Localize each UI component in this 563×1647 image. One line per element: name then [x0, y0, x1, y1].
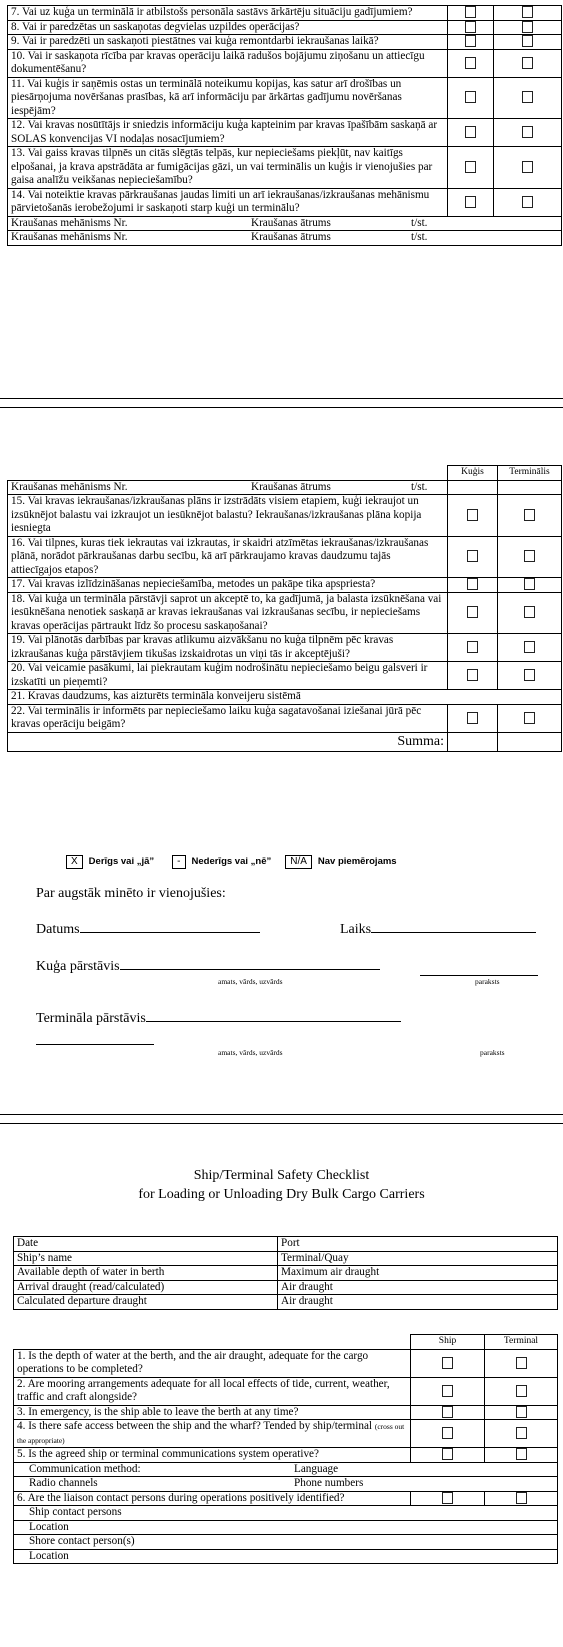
terminal-checkbox[interactable] — [522, 161, 533, 173]
ship-checkbox-cell[interactable] — [411, 1420, 485, 1448]
ship-checkbox[interactable] — [467, 578, 478, 590]
english-checklist-table — [13, 1334, 558, 1564]
terminal-checkbox[interactable] — [524, 509, 535, 521]
question-text: 1. Is the depth of water at the berth, and the air draught, adequate for the cargo operations to be completed? — [17, 1349, 369, 1375]
terminal-checkbox-cell[interactable] — [485, 1349, 558, 1377]
page-divider — [0, 398, 563, 399]
ship-rep-sub: amats, vārds, uzvārds — [218, 977, 283, 986]
info-right[interactable]: Port — [278, 1237, 558, 1252]
summa-terminal-cell[interactable] — [498, 732, 562, 751]
terminal-checkbox-cell[interactable] — [485, 1448, 558, 1463]
col-terminal-header: Terminal — [485, 1335, 558, 1350]
terminal-checkbox[interactable] — [522, 57, 533, 69]
checklist-row — [14, 1491, 558, 1506]
checklist-row — [8, 690, 562, 705]
checklist-row — [14, 1448, 558, 1463]
question-cell — [14, 1448, 411, 1463]
ship-checkbox[interactable] — [465, 35, 476, 47]
info-row — [14, 1237, 558, 1252]
legend-na-text: Nav piemērojams — [317, 856, 397, 868]
ship-sig-sub: paraksts — [475, 977, 500, 986]
checklist-row — [14, 1377, 558, 1405]
info-row — [14, 1266, 558, 1281]
info-row — [14, 1251, 558, 1266]
ship-rep-label: Kuģa pārstāvis — [36, 959, 120, 974]
ship-checkbox[interactable] — [467, 712, 478, 724]
question-cell — [14, 1377, 411, 1405]
page-divider — [0, 1114, 563, 1115]
contact-row — [14, 1520, 558, 1535]
term-rep-sub: amats, vārds, uzvārds — [218, 1048, 283, 1057]
question-text: 11. Vai kuģis ir saņēmis ostas un terminālā noteikumu kopijas, kas satur arī drošības un piesārņojuma novēršanas prasības, kā arī informāciju par ārkārtas gadījumu novēršanas iespējām? — [8, 77, 448, 119]
info-right[interactable]: Terminal/Quay — [278, 1251, 558, 1266]
speed-label: Kraušanas ātrums — [251, 216, 331, 229]
header-row — [14, 1335, 558, 1350]
terminal-checkbox-cell[interactable] — [498, 495, 562, 537]
legend-x-text: Derīgs vai „jā” — [88, 856, 155, 868]
comm-cell[interactable] — [14, 1477, 558, 1492]
speed-label: Kraušanas ātrums — [251, 480, 331, 493]
ship-checkbox-cell[interactable] — [448, 147, 494, 189]
terminal-checkbox[interactable] — [522, 196, 533, 208]
ship-checkbox-cell[interactable] — [411, 1405, 485, 1420]
empty-cell — [498, 480, 562, 495]
ship-checkbox[interactable] — [465, 57, 476, 69]
terminal-checkbox[interactable] — [524, 606, 535, 618]
english-info-table — [13, 1236, 558, 1310]
comm-label-a: Radio channels — [29, 1477, 98, 1489]
question-text: 14. Vai noteiktie kravas pārkraušanas jaudas limiti un arī iekraušanas/izkraušanas mehānismu pārvietošanās ierobežojumi ir saskaņoti starp kuģi un terminālu? — [8, 188, 448, 216]
question-text: 17. Vai kravas izlīdzināšanas nepieciešamība, metodes un pakāpe tika apspriesta? — [8, 578, 448, 593]
comm-label-a: Communication method: — [29, 1462, 141, 1475]
question-text: 21. Kravas daudzums, kas aizturēts termināla konveijeru sistēmā — [8, 690, 562, 705]
ship-checkbox-cell[interactable] — [448, 592, 498, 634]
terminal-checkbox[interactable] — [516, 1357, 527, 1369]
date-label: Datums — [36, 922, 80, 937]
contact-cell[interactable]: Location — [14, 1520, 558, 1535]
terminal-checkbox-cell[interactable] — [494, 35, 562, 50]
ship-checkbox[interactable] — [465, 196, 476, 208]
question-note: (cross out the appropriate) — [17, 1422, 405, 1445]
terminal-checkbox-cell[interactable] — [485, 1491, 558, 1506]
mechanism-cell[interactable] — [8, 216, 562, 231]
time-label: Laiks — [340, 922, 372, 937]
question-text: 7. Vai uz kuģa un terminālā ir atbilstošs personāla sastāvs ārkārtēju situāciju gadījumiem? — [8, 6, 448, 21]
english-title-1: Ship/Terminal Safety Checklist — [193, 1168, 370, 1183]
col-ship-header: Ship — [411, 1335, 485, 1350]
terminal-checkbox-cell[interactable] — [485, 1420, 558, 1448]
question-text: 3. In emergency, is the ship able to leave the berth at any time? — [17, 1405, 299, 1418]
col-ship-header: Kuģis — [448, 466, 498, 481]
ship-checkbox-cell[interactable] — [448, 20, 494, 35]
question-text: 20. Vai veicamie pasākumi, lai piekrautam kuģim nodrošinātu nepieciešamo beigu galsveri ir izskatīti un pieņemti? — [8, 662, 448, 690]
terminal-checkbox-cell[interactable] — [498, 578, 562, 593]
checklist-row — [8, 634, 562, 662]
question-text: 4. Is there safe access between the ship and the wharf? Tended by ship/terminal — [17, 1420, 373, 1432]
terminal-checkbox[interactable] — [524, 641, 535, 653]
ship-checkbox[interactable] — [442, 1406, 453, 1418]
info-right[interactable]: Maximum air draught — [278, 1266, 558, 1281]
checklist-row — [14, 1405, 558, 1420]
comm-label-b: Language — [294, 1462, 339, 1475]
ship-checkbox-cell[interactable] — [411, 1491, 485, 1506]
mechanism-row — [8, 480, 562, 495]
ship-checkbox[interactable] — [442, 1448, 453, 1460]
ship-checkbox[interactable] — [465, 161, 476, 173]
page-divider — [0, 1123, 563, 1124]
terminal-checkbox[interactable] — [522, 21, 533, 33]
summa-row — [8, 732, 562, 751]
terminal-checkbox-cell[interactable] — [498, 592, 562, 634]
checklist-row — [8, 592, 562, 634]
checklist-row — [8, 662, 562, 690]
ship-checkbox-cell[interactable] — [448, 35, 494, 50]
terminal-checkbox-cell[interactable] — [498, 634, 562, 662]
terminal-checkbox-cell[interactable] — [498, 662, 562, 690]
ship-checkbox-cell[interactable] — [411, 1448, 485, 1463]
term-rep-extra-line[interactable] — [36, 1030, 154, 1050]
terminal-checkbox[interactable] — [516, 1385, 527, 1397]
info-left[interactable]: Ship’s name — [14, 1251, 278, 1266]
terminal-checkbox[interactable] — [522, 35, 533, 47]
term-rep-field[interactable] — [36, 1012, 401, 1026]
ship-checkbox[interactable] — [442, 1385, 453, 1397]
term-rep-label: Termināla pārstāvis — [36, 1011, 146, 1026]
terminal-checkbox-cell[interactable] — [494, 20, 562, 35]
summa-label: Summa: — [8, 732, 448, 751]
question-text: 6. Are the liaison contact persons during operations positively identified? — [14, 1491, 411, 1506]
ship-checkbox[interactable] — [465, 91, 476, 103]
ship-checkbox[interactable] — [465, 21, 476, 33]
info-row — [14, 1280, 558, 1295]
question-text: 15. Vai kravas iekraušanas/izkraušanas plāns ir izstrādāts visiem etapiem, kuģi iekraujot un izsūknējot balastu vai izkraujot un iesūknējot balastu? Iekraušanas/izkraušanas plāna kopija iesniegta — [8, 495, 448, 537]
mechanism-row — [8, 216, 562, 231]
info-left[interactable]: Calculated departure draught — [14, 1295, 278, 1310]
ship-checkbox-cell[interactable] — [448, 188, 494, 216]
info-left[interactable]: Date — [14, 1237, 278, 1252]
time-field[interactable] — [340, 923, 536, 937]
checklist-row — [8, 6, 562, 21]
term-sig-sub: paraksts — [480, 1048, 505, 1057]
info-row — [14, 1295, 558, 1310]
ship-checkbox[interactable] — [442, 1492, 453, 1504]
agreement-heading: Par augstāk minēto ir vienojušies: — [36, 886, 226, 901]
comm-row — [14, 1462, 558, 1477]
checklist-row — [8, 495, 562, 537]
unit-label: t/st. — [411, 216, 428, 229]
ship-checkbox-cell[interactable] — [448, 77, 494, 119]
contact-cell[interactable]: Location — [14, 1549, 558, 1564]
question-text: 19. Vai plānotās darbības par kravas atlikumu aizvākšanu no kuģa tilpnēm pēc kravas izkraušanas kuģa pārstāvjiem tikušas izskaidrotas un viņi tās ir akceptējuši? — [8, 634, 448, 662]
legend-dash-box: - — [172, 855, 185, 869]
terminal-checkbox-cell[interactable] — [494, 49, 562, 77]
terminal-checkbox[interactable] — [524, 712, 535, 724]
question-text: 2. Are mooring arrangements adequate for all local effects of tide, current, weather, traffic and craft alongside? — [17, 1377, 390, 1403]
header-blank — [14, 1335, 411, 1350]
checklist-row — [8, 704, 562, 732]
terminal-checkbox[interactable] — [524, 669, 535, 681]
info-left[interactable]: Available depth of water in berth — [14, 1266, 278, 1281]
checklist-row — [8, 536, 562, 578]
checklist-row — [14, 1420, 558, 1448]
question-text: 10. Vai ir saskaņota rīcība par kravas operāciju laikā radušos bojājumu ziņošanu un attiecīgu dokumentēšanu? — [8, 49, 448, 77]
ship-checkbox-cell[interactable] — [448, 704, 498, 732]
ship-checkbox-cell[interactable] — [448, 119, 494, 147]
question-text: 12. Vai kravas nosūtītājs ir sniedzis informāciju kuģa kapteinim par kravas īpašībām saskaņā ar SOLAS konvencijas VI nodaļas nosacījumiem? — [8, 119, 448, 147]
terminal-checkbox[interactable] — [516, 1448, 527, 1460]
mechanism-cell[interactable] — [8, 480, 448, 495]
checklist-row — [8, 188, 562, 216]
header-blank — [8, 466, 448, 481]
mechanism-cell[interactable] — [8, 231, 562, 246]
mechanism-label: Kraušanas mehānisms Nr. — [11, 480, 128, 493]
ship-checkbox-cell[interactable] — [448, 536, 498, 578]
legend-na-box: N/A — [285, 855, 312, 869]
unit-label: t/st. — [411, 231, 428, 243]
ship-rep-field[interactable] — [36, 960, 380, 974]
checklist-row — [8, 20, 562, 35]
terminal-checkbox-cell[interactable] — [494, 147, 562, 189]
question-text: 5. Is the agreed ship or terminal communications system operative? — [17, 1448, 319, 1460]
ship-checkbox-cell[interactable] — [448, 578, 498, 593]
info-left[interactable]: Arrival draught (read/calculated) — [14, 1280, 278, 1295]
question-cell — [14, 1405, 411, 1420]
terminal-checkbox-cell[interactable] — [494, 119, 562, 147]
terminal-checkbox-cell[interactable] — [494, 188, 562, 216]
comm-row — [14, 1477, 558, 1492]
mechanism-row — [8, 231, 562, 246]
terminal-checkbox[interactable] — [516, 1406, 527, 1418]
ship-checkbox[interactable] — [467, 606, 478, 618]
terminal-checkbox-cell[interactable] — [485, 1405, 558, 1420]
question-text: 8. Vai ir paredzētas un saskaņotas degvielas uzpildes operācijas? — [8, 20, 448, 35]
contact-row — [14, 1535, 558, 1550]
speed-label: Kraušanas ātrums — [251, 231, 331, 243]
ship-checkbox[interactable] — [442, 1427, 453, 1439]
ship-checkbox[interactable] — [467, 509, 478, 521]
comm-label-b: Phone numbers — [294, 1477, 364, 1489]
terminal-checkbox-cell[interactable] — [498, 704, 562, 732]
ship-checkbox[interactable] — [467, 550, 478, 562]
checklist-row — [8, 119, 562, 147]
ship-checkbox-cell[interactable] — [448, 662, 498, 690]
legend-x-box: X — [66, 855, 83, 869]
ship-checkbox-cell[interactable] — [448, 495, 498, 537]
legend — [66, 855, 397, 869]
legend-dash-text: Nederīgs vai „nē” — [191, 856, 272, 868]
col-terminal-header: Terminālis — [498, 466, 562, 481]
terminal-checkbox[interactable] — [516, 1492, 527, 1504]
question-cell — [14, 1420, 411, 1448]
info-right[interactable]: Air draught — [278, 1280, 558, 1295]
summa-ship-cell[interactable] — [448, 732, 498, 751]
ship-checkbox-cell[interactable] — [448, 6, 494, 21]
question-text: 16. Vai tilpnes, kuras tiek iekrautas vai izkrautas, ir skaidri atzīmētas iekraušanas/izkraušanas plānā, norādot pārkraušanas darbu secību, kā arī pārkraujamo kravas daudzumu tajās attiecīgajos etapos? — [8, 536, 448, 578]
ship-checkbox-cell[interactable] — [448, 634, 498, 662]
date-field[interactable] — [36, 923, 260, 937]
checklist-table-2 — [7, 465, 562, 752]
terminal-checkbox[interactable] — [522, 126, 533, 138]
header-row — [8, 466, 562, 481]
terminal-checkbox[interactable] — [522, 91, 533, 103]
ship-checkbox[interactable] — [442, 1357, 453, 1369]
ship-checkbox[interactable] — [467, 641, 478, 653]
question-cell — [14, 1349, 411, 1377]
ship-checkbox-cell[interactable] — [411, 1349, 485, 1377]
question-text: 9. Vai ir paredzēti un saskaņoti piestātnes vai kuģa remontdarbi iekraušanas laikā? — [8, 35, 448, 50]
contact-cell[interactable]: Shore contact person(s) — [14, 1535, 558, 1550]
question-text: 22. Vai terminālis ir informēts par nepieciešamo laiku kuģa sagatavošanai iziešanai jūrā pēc kravas operāciju beigām? — [8, 704, 448, 732]
terminal-checkbox[interactable] — [524, 578, 535, 590]
checklist-row — [8, 77, 562, 119]
mechanism-label: Kraušanas mehānisms Nr. — [11, 231, 128, 243]
terminal-checkbox-cell[interactable] — [498, 536, 562, 578]
ship-checkbox[interactable] — [465, 6, 476, 18]
terminal-checkbox-cell[interactable] — [494, 77, 562, 119]
ship-checkbox-cell[interactable] — [411, 1377, 485, 1405]
english-title-2: for Loading or Unloading Dry Bulk Cargo Carriers — [138, 1187, 425, 1202]
checklist-row — [8, 35, 562, 50]
terminal-checkbox[interactable] — [522, 6, 533, 18]
terminal-checkbox[interactable] — [516, 1427, 527, 1439]
terminal-checkbox-cell[interactable] — [494, 6, 562, 21]
comm-cell[interactable] — [14, 1462, 558, 1477]
mechanism-label: Kraušanas mehānisms Nr. — [11, 216, 128, 229]
checklist-row — [8, 578, 562, 593]
question-text: 18. Vai kuģa un termināla pārstāvji saprot un akceptē to, ka gadījumā, ja balasta izsūknēšana vai iesūknēšana nenotiek saskaņā ar kravas iekraušanas vai izkraušanas secību, ir nepieciešams kravas operācijas pārtraukt līdz šo procesu saskaņošanai? — [8, 592, 448, 634]
ship-checkbox[interactable] — [465, 126, 476, 138]
contact-cell[interactable]: Ship contact persons — [14, 1506, 558, 1521]
terminal-checkbox[interactable] — [524, 550, 535, 562]
contact-row — [14, 1506, 558, 1521]
contact-row — [14, 1549, 558, 1564]
unit-label: t/st. — [411, 480, 428, 493]
info-right[interactable]: Air draught — [278, 1295, 558, 1310]
ship-checkbox-cell[interactable] — [448, 49, 494, 77]
terminal-checkbox-cell[interactable] — [485, 1377, 558, 1405]
page-divider — [0, 407, 563, 408]
empty-cell — [448, 480, 498, 495]
checklist-table-1 — [7, 5, 562, 246]
checklist-row — [8, 49, 562, 77]
checklist-row — [8, 147, 562, 189]
checklist-row — [14, 1349, 558, 1377]
question-text: 13. Vai gaiss kravas tilpnēs un citās slēgtās telpās, kur nepieciešams piekļūt, nav kaitīgs elpošanai, ja krava apstrādāta ar fumigācijas gāzi, un vai terminālis un kuģis ir vienojušies par gaisa analīžu veikšanas nepieciešamību? — [8, 147, 448, 189]
ship-checkbox[interactable] — [467, 669, 478, 681]
